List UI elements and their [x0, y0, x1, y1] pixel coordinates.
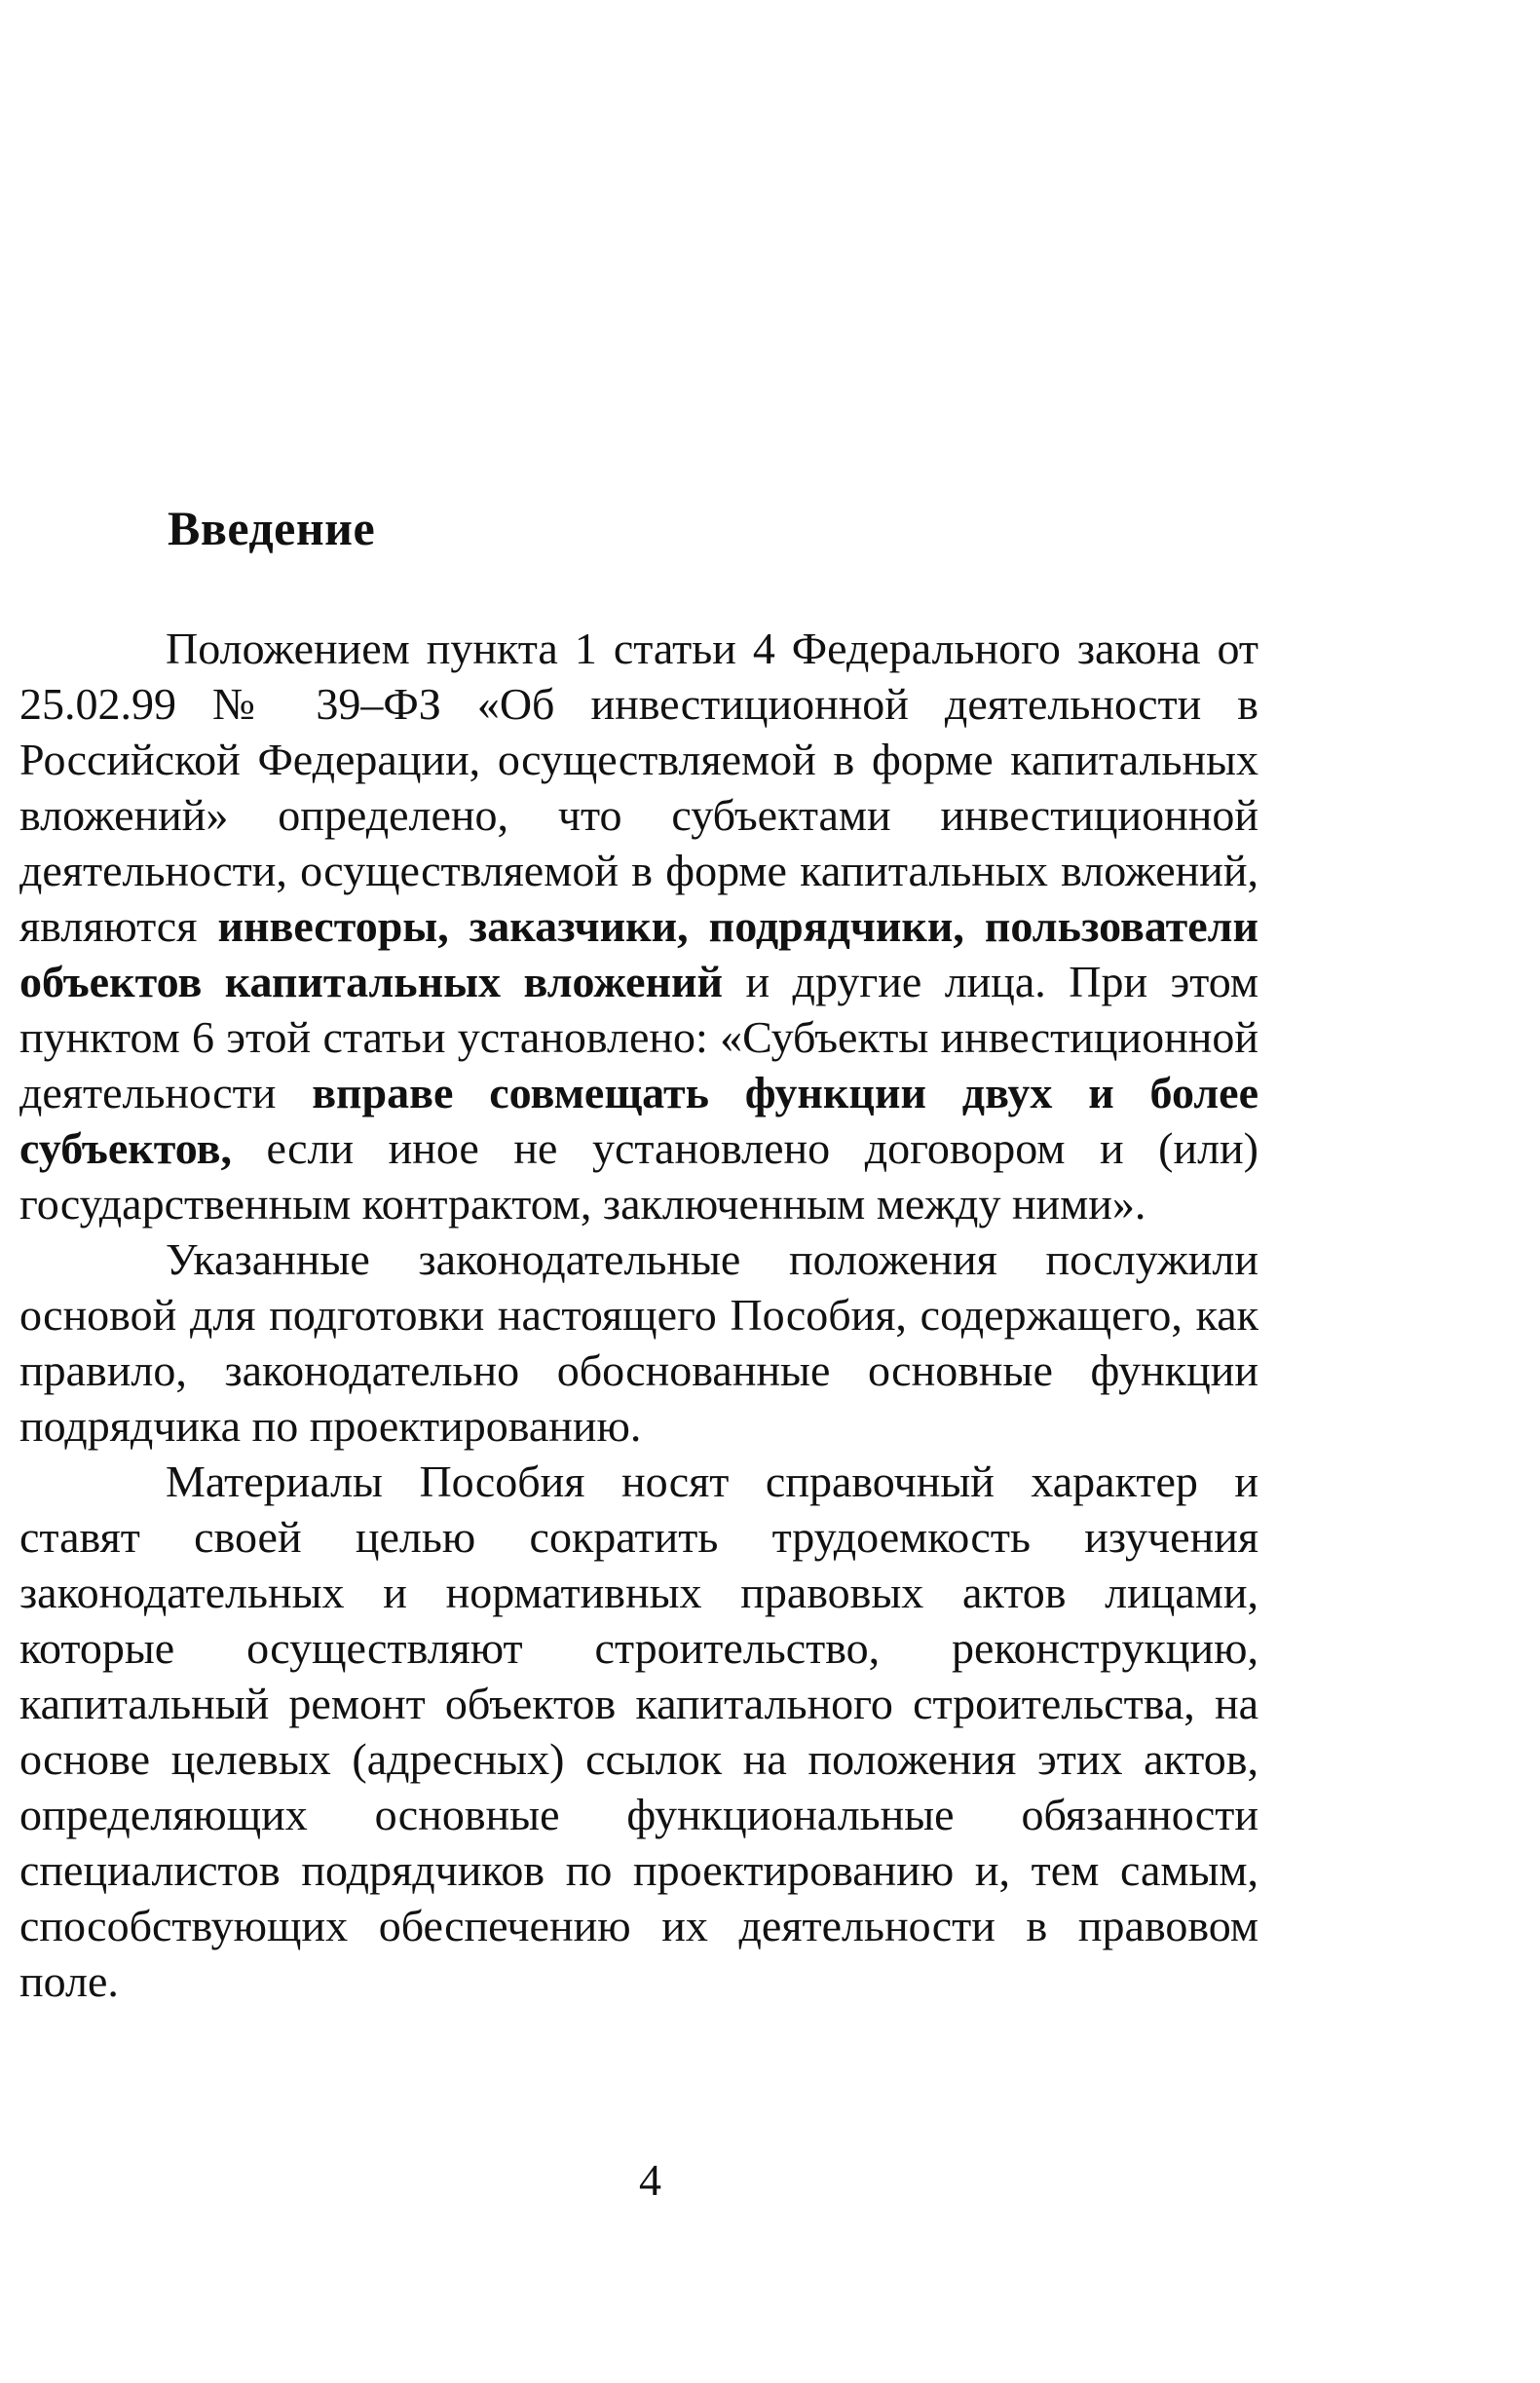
paragraph-1-bold-rights: вправе совмещать функции двух и более субъектов, — [19, 1068, 1258, 1173]
body-text — [19, 621, 1258, 2009]
paragraph-3 — [19, 1454, 1258, 2009]
paragraph-2 — [19, 1231, 1258, 1454]
section-heading: Введение — [168, 501, 376, 555]
paragraph-3-text: Материалы Пособия носят справочный характер и ставят своей целью сократить трудоемкость изучения законодательных и нормативных правовых актов лицами, которые осуществляют строительство, реконструкцию, капитальный ремонт объектов капитального строительства, на основе целевых (адресных) ссылок на положения этих актов, определяющих основные функциональные обязанности специалистов подрядчиков по проектированию и, тем самым, способствующих обеспечению их деятельности в правовом поле. — [19, 1456, 1258, 2006]
paragraph-2-text: Указанные законодательные положения послужили основой для подготовки настоящего Пособия, содержащего, как правило, законодательно обоснованные основные функции подрядчика по проектированию. — [19, 1234, 1258, 1451]
paragraph-1-text: если иное не установлено договором и (или) государственным контрактом, заключенным между ними». — [19, 1123, 1258, 1229]
paragraph-1 — [19, 621, 1258, 1231]
paragraph-1-text: Положением пункта 1 статьи 4 Федерального закона от 25.02.99 № 39–ФЗ «Об инвестиционной деятельности в Российской Федерации, осуществляемой в форме капитальных вложений» определено, что субъектами инвестиционной деятельности, осуществляемой в форме капитальных вложений, являются — [19, 624, 1258, 951]
page-number: 4 — [639, 2155, 661, 2205]
paragraph-1-bold-subjects: инвесторы, заказчики, подрядчики, пользователи объектов капитальных вложений — [19, 901, 1258, 1006]
paragraph-1-text: и другие лица. При этом пунктом 6 этой статьи установлено: «Субъекты инвестиционной деятельности — [19, 957, 1258, 1117]
